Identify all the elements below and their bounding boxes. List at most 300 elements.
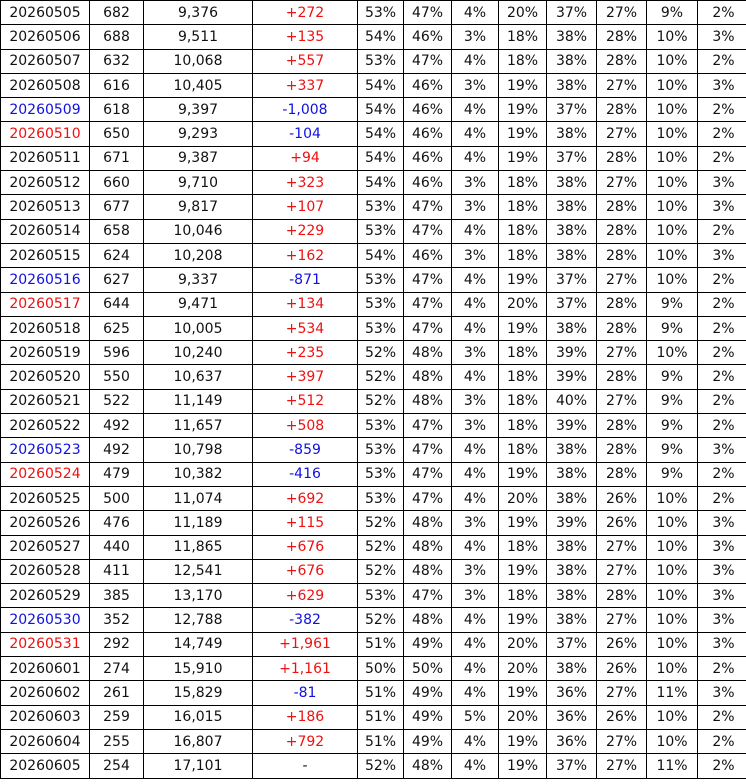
total-cell: 11,149	[144, 389, 253, 413]
pct-cell-3: 4%	[452, 462, 499, 486]
pct-cell-6: 27%	[597, 681, 647, 705]
pct-cell-8: 2%	[698, 316, 746, 340]
pct-cell-5: 38%	[547, 438, 597, 462]
pct-cell-2: 47%	[404, 292, 452, 316]
pct-cell-5: 38%	[547, 584, 597, 608]
pct-cell-4: 19%	[499, 122, 547, 146]
pct-cell-6: 27%	[597, 171, 647, 195]
pct-cell-1: 53%	[358, 486, 404, 510]
pct-cell-2: 47%	[404, 219, 452, 243]
total-cell: 11,074	[144, 486, 253, 510]
pct-cell-2: 47%	[404, 414, 452, 438]
date-cell: 20260511	[1, 146, 90, 170]
date-cell: 20260520	[1, 365, 90, 389]
total-cell: 15,829	[144, 681, 253, 705]
date-cell: 20260530	[1, 608, 90, 632]
pct-cell-6: 26%	[597, 705, 647, 729]
pct-cell-4: 18%	[499, 243, 547, 267]
pct-cell-4: 18%	[499, 171, 547, 195]
change-cell: +512	[253, 389, 358, 413]
table-row	[1, 1, 746, 25]
table-row	[1, 268, 746, 292]
count-cell: 476	[90, 511, 144, 535]
pct-cell-5: 39%	[547, 365, 597, 389]
pct-cell-3: 3%	[452, 25, 499, 49]
count-cell: 292	[90, 632, 144, 656]
pct-cell-3: 4%	[452, 219, 499, 243]
pct-cell-2: 48%	[404, 608, 452, 632]
total-cell: 10,637	[144, 365, 253, 389]
table-row	[1, 316, 746, 340]
pct-cell-3: 4%	[452, 438, 499, 462]
pct-cell-3: 4%	[452, 535, 499, 559]
count-cell: 259	[90, 705, 144, 729]
pct-cell-8: 3%	[698, 171, 746, 195]
count-cell: 671	[90, 146, 144, 170]
total-cell: 15,910	[144, 657, 253, 681]
pct-cell-8: 2%	[698, 268, 746, 292]
change-cell: +229	[253, 219, 358, 243]
pct-cell-5: 40%	[547, 389, 597, 413]
pct-cell-4: 18%	[499, 25, 547, 49]
pct-cell-1: 52%	[358, 341, 404, 365]
pct-cell-6: 28%	[597, 146, 647, 170]
pct-cell-8: 2%	[698, 729, 746, 753]
count-cell: 411	[90, 559, 144, 583]
pct-cell-6: 26%	[597, 657, 647, 681]
pct-cell-2: 46%	[404, 25, 452, 49]
pct-cell-4: 18%	[499, 584, 547, 608]
pct-cell-2: 50%	[404, 657, 452, 681]
pct-cell-4: 19%	[499, 268, 547, 292]
change-cell: +557	[253, 49, 358, 73]
date-cell: 20260510	[1, 122, 90, 146]
pct-cell-4: 18%	[499, 438, 547, 462]
pct-cell-5: 37%	[547, 98, 597, 122]
pct-cell-8: 2%	[698, 341, 746, 365]
date-cell: 20260512	[1, 171, 90, 195]
pct-cell-8: 2%	[698, 122, 746, 146]
date-cell: 20260517	[1, 292, 90, 316]
date-cell: 20260528	[1, 559, 90, 583]
pct-cell-1: 54%	[358, 98, 404, 122]
pct-cell-1: 53%	[358, 195, 404, 219]
pct-cell-1: 54%	[358, 243, 404, 267]
pct-cell-3: 3%	[452, 73, 499, 97]
pct-cell-1: 54%	[358, 73, 404, 97]
pct-cell-6: 28%	[597, 316, 647, 340]
pct-cell-8: 3%	[698, 511, 746, 535]
count-cell: 644	[90, 292, 144, 316]
pct-cell-3: 4%	[452, 657, 499, 681]
pct-cell-3: 3%	[452, 195, 499, 219]
pct-cell-6: 26%	[597, 511, 647, 535]
pct-cell-1: 53%	[358, 584, 404, 608]
pct-cell-4: 18%	[499, 365, 547, 389]
pct-cell-4: 19%	[499, 73, 547, 97]
count-cell: 385	[90, 584, 144, 608]
pct-cell-5: 38%	[547, 608, 597, 632]
pct-cell-3: 3%	[452, 243, 499, 267]
pct-cell-6: 27%	[597, 73, 647, 97]
pct-cell-1: 51%	[358, 632, 404, 656]
date-cell: 20260514	[1, 219, 90, 243]
pct-cell-4: 19%	[499, 146, 547, 170]
pct-cell-2: 48%	[404, 559, 452, 583]
count-cell: 596	[90, 341, 144, 365]
pct-cell-2: 49%	[404, 705, 452, 729]
change-cell: +134	[253, 292, 358, 316]
change-cell: -81	[253, 681, 358, 705]
pct-cell-1: 52%	[358, 365, 404, 389]
pct-cell-8: 3%	[698, 632, 746, 656]
total-cell: 10,382	[144, 462, 253, 486]
pct-cell-4: 18%	[499, 195, 547, 219]
date-cell: 20260508	[1, 73, 90, 97]
pct-cell-8: 2%	[698, 292, 746, 316]
change-cell: +107	[253, 195, 358, 219]
pct-cell-2: 47%	[404, 268, 452, 292]
pct-cell-1: 53%	[358, 316, 404, 340]
date-cell: 20260509	[1, 98, 90, 122]
pct-cell-3: 3%	[452, 389, 499, 413]
change-cell: -	[253, 754, 358, 778]
pct-cell-2: 48%	[404, 754, 452, 778]
date-cell: 20260516	[1, 268, 90, 292]
change-cell: +676	[253, 559, 358, 583]
table-row	[1, 195, 746, 219]
change-cell: +323	[253, 171, 358, 195]
table-row	[1, 389, 746, 413]
pct-cell-6: 27%	[597, 729, 647, 753]
pct-cell-3: 4%	[452, 146, 499, 170]
table-row	[1, 632, 746, 656]
table-row	[1, 25, 746, 49]
pct-cell-3: 4%	[452, 292, 499, 316]
pct-cell-3: 3%	[452, 511, 499, 535]
count-cell: 492	[90, 438, 144, 462]
pct-cell-5: 37%	[547, 1, 597, 25]
change-cell: +162	[253, 243, 358, 267]
count-cell: 688	[90, 25, 144, 49]
pct-cell-7: 11%	[647, 754, 698, 778]
pct-cell-7: 9%	[647, 414, 698, 438]
pct-cell-8: 2%	[698, 705, 746, 729]
pct-cell-8: 3%	[698, 535, 746, 559]
pct-cell-7: 10%	[647, 729, 698, 753]
pct-cell-4: 19%	[499, 462, 547, 486]
pct-cell-7: 10%	[647, 486, 698, 510]
pct-cell-5: 37%	[547, 632, 597, 656]
table-row	[1, 73, 746, 97]
total-cell: 16,807	[144, 729, 253, 753]
pct-cell-1: 53%	[358, 462, 404, 486]
pct-cell-1: 52%	[358, 535, 404, 559]
pct-cell-1: 51%	[358, 681, 404, 705]
pct-cell-8: 3%	[698, 559, 746, 583]
pct-cell-3: 4%	[452, 98, 499, 122]
total-cell: 9,387	[144, 146, 253, 170]
total-cell: 9,376	[144, 1, 253, 25]
pct-cell-3: 4%	[452, 608, 499, 632]
table-row	[1, 729, 746, 753]
pct-cell-2: 49%	[404, 632, 452, 656]
date-cell: 20260524	[1, 462, 90, 486]
total-cell: 17,101	[144, 754, 253, 778]
pct-cell-2: 48%	[404, 365, 452, 389]
pct-cell-1: 53%	[358, 414, 404, 438]
pct-cell-8: 2%	[698, 657, 746, 681]
pct-cell-3: 3%	[452, 341, 499, 365]
count-cell: 660	[90, 171, 144, 195]
total-cell: 10,405	[144, 73, 253, 97]
pct-cell-2: 47%	[404, 462, 452, 486]
pct-cell-7: 10%	[647, 219, 698, 243]
table-row	[1, 98, 746, 122]
pct-cell-8: 2%	[698, 414, 746, 438]
date-cell: 20260529	[1, 584, 90, 608]
table-row	[1, 219, 746, 243]
pct-cell-5: 38%	[547, 657, 597, 681]
count-cell: 627	[90, 268, 144, 292]
pct-cell-5: 38%	[547, 559, 597, 583]
total-cell: 11,189	[144, 511, 253, 535]
pct-cell-3: 3%	[452, 559, 499, 583]
total-cell: 10,208	[144, 243, 253, 267]
change-cell: +534	[253, 316, 358, 340]
pct-cell-6: 28%	[597, 584, 647, 608]
pct-cell-8: 2%	[698, 389, 746, 413]
pct-cell-1: 53%	[358, 438, 404, 462]
table-row	[1, 341, 746, 365]
count-cell: 650	[90, 122, 144, 146]
pct-cell-4: 19%	[499, 754, 547, 778]
pct-cell-1: 52%	[358, 754, 404, 778]
pct-cell-2: 47%	[404, 49, 452, 73]
pct-cell-6: 27%	[597, 1, 647, 25]
total-cell: 9,471	[144, 292, 253, 316]
change-cell: +676	[253, 535, 358, 559]
total-cell: 11,865	[144, 535, 253, 559]
pct-cell-4: 18%	[499, 535, 547, 559]
pct-cell-6: 28%	[597, 365, 647, 389]
pct-cell-7: 10%	[647, 657, 698, 681]
pct-cell-7: 10%	[647, 122, 698, 146]
pct-cell-7: 10%	[647, 243, 698, 267]
pct-cell-1: 53%	[358, 219, 404, 243]
count-cell: 352	[90, 608, 144, 632]
pct-cell-5: 38%	[547, 219, 597, 243]
total-cell: 10,068	[144, 49, 253, 73]
change-cell: -859	[253, 438, 358, 462]
pct-cell-1: 52%	[358, 511, 404, 535]
date-cell: 20260523	[1, 438, 90, 462]
pct-cell-4: 19%	[499, 559, 547, 583]
pct-cell-2: 48%	[404, 511, 452, 535]
pct-cell-2: 47%	[404, 486, 452, 510]
pct-cell-5: 37%	[547, 146, 597, 170]
total-cell: 11,657	[144, 414, 253, 438]
pct-cell-6: 27%	[597, 608, 647, 632]
pct-cell-3: 3%	[452, 171, 499, 195]
pct-cell-4: 19%	[499, 729, 547, 753]
count-cell: 616	[90, 73, 144, 97]
pct-cell-7: 9%	[647, 1, 698, 25]
pct-cell-1: 52%	[358, 608, 404, 632]
pct-cell-7: 10%	[647, 559, 698, 583]
pct-cell-8: 2%	[698, 365, 746, 389]
total-cell: 9,817	[144, 195, 253, 219]
total-cell: 9,511	[144, 25, 253, 49]
pct-cell-5: 38%	[547, 243, 597, 267]
total-cell: 14,749	[144, 632, 253, 656]
total-cell: 16,015	[144, 705, 253, 729]
count-cell: 522	[90, 389, 144, 413]
date-cell: 20260527	[1, 535, 90, 559]
pct-cell-4: 20%	[499, 705, 547, 729]
date-cell: 20260507	[1, 49, 90, 73]
date-cell: 20260603	[1, 705, 90, 729]
pct-cell-3: 4%	[452, 365, 499, 389]
table-row	[1, 243, 746, 267]
pct-cell-8: 2%	[698, 219, 746, 243]
table-row	[1, 49, 746, 73]
pct-cell-6: 27%	[597, 268, 647, 292]
count-cell: 492	[90, 414, 144, 438]
pct-cell-4: 20%	[499, 632, 547, 656]
pct-cell-7: 9%	[647, 365, 698, 389]
count-cell: 274	[90, 657, 144, 681]
date-cell: 20260515	[1, 243, 90, 267]
pct-cell-1: 54%	[358, 146, 404, 170]
total-cell: 10,005	[144, 316, 253, 340]
pct-cell-1: 53%	[358, 268, 404, 292]
total-cell: 10,798	[144, 438, 253, 462]
pct-cell-7: 10%	[647, 341, 698, 365]
table-row	[1, 608, 746, 632]
date-cell: 20260513	[1, 195, 90, 219]
count-cell: 261	[90, 681, 144, 705]
pct-cell-4: 18%	[499, 49, 547, 73]
pct-cell-2: 47%	[404, 584, 452, 608]
change-cell: +397	[253, 365, 358, 389]
pct-cell-2: 46%	[404, 73, 452, 97]
pct-cell-2: 46%	[404, 146, 452, 170]
pct-cell-5: 38%	[547, 316, 597, 340]
change-cell: +1,961	[253, 632, 358, 656]
pct-cell-6: 27%	[597, 389, 647, 413]
pct-cell-8: 2%	[698, 486, 746, 510]
pct-cell-8: 2%	[698, 1, 746, 25]
date-cell: 20260521	[1, 389, 90, 413]
pct-cell-3: 4%	[452, 49, 499, 73]
pct-cell-8: 2%	[698, 462, 746, 486]
total-cell: 10,240	[144, 341, 253, 365]
table-row	[1, 292, 746, 316]
pct-cell-1: 50%	[358, 657, 404, 681]
total-cell: 9,293	[144, 122, 253, 146]
pct-cell-6: 28%	[597, 25, 647, 49]
pct-cell-1: 52%	[358, 559, 404, 583]
pct-cell-5: 39%	[547, 341, 597, 365]
pct-cell-6: 28%	[597, 414, 647, 438]
pct-cell-6: 28%	[597, 195, 647, 219]
pct-cell-8: 3%	[698, 681, 746, 705]
pct-cell-4: 19%	[499, 608, 547, 632]
change-cell: +337	[253, 73, 358, 97]
pct-cell-7: 10%	[647, 584, 698, 608]
table-row	[1, 146, 746, 170]
pct-cell-7: 9%	[647, 389, 698, 413]
change-cell: -416	[253, 462, 358, 486]
pct-cell-6: 27%	[597, 122, 647, 146]
pct-cell-6: 27%	[597, 559, 647, 583]
total-cell: 9,337	[144, 268, 253, 292]
pct-cell-7: 10%	[647, 73, 698, 97]
pct-cell-7: 10%	[647, 511, 698, 535]
pct-cell-7: 9%	[647, 462, 698, 486]
pct-cell-8: 3%	[698, 608, 746, 632]
pct-cell-4: 20%	[499, 486, 547, 510]
table-row	[1, 414, 746, 438]
count-cell: 658	[90, 219, 144, 243]
pct-cell-7: 9%	[647, 438, 698, 462]
pct-cell-1: 52%	[358, 389, 404, 413]
count-cell: 618	[90, 98, 144, 122]
change-cell: -1,008	[253, 98, 358, 122]
pct-cell-7: 10%	[647, 195, 698, 219]
pct-cell-3: 4%	[452, 681, 499, 705]
pct-cell-2: 47%	[404, 1, 452, 25]
pct-cell-7: 10%	[647, 171, 698, 195]
change-cell: -382	[253, 608, 358, 632]
pct-cell-5: 36%	[547, 705, 597, 729]
date-cell: 20260601	[1, 657, 90, 681]
pct-cell-3: 5%	[452, 705, 499, 729]
pct-cell-2: 48%	[404, 535, 452, 559]
pct-cell-5: 38%	[547, 195, 597, 219]
pct-cell-6: 28%	[597, 292, 647, 316]
pct-cell-3: 4%	[452, 754, 499, 778]
count-cell: 255	[90, 729, 144, 753]
table-row	[1, 584, 746, 608]
pct-cell-4: 19%	[499, 98, 547, 122]
table-row	[1, 462, 746, 486]
pct-cell-5: 38%	[547, 171, 597, 195]
pct-cell-5: 38%	[547, 73, 597, 97]
pct-cell-4: 20%	[499, 292, 547, 316]
table-row	[1, 657, 746, 681]
pct-cell-6: 27%	[597, 341, 647, 365]
pct-cell-7: 10%	[647, 632, 698, 656]
table-row	[1, 365, 746, 389]
pct-cell-2: 46%	[404, 243, 452, 267]
table-row	[1, 171, 746, 195]
pct-cell-2: 48%	[404, 389, 452, 413]
pct-cell-5: 37%	[547, 268, 597, 292]
change-cell: +692	[253, 486, 358, 510]
change-cell: +272	[253, 1, 358, 25]
pct-cell-7: 10%	[647, 49, 698, 73]
pct-cell-1: 53%	[358, 292, 404, 316]
pct-cell-3: 3%	[452, 414, 499, 438]
pct-cell-4: 19%	[499, 316, 547, 340]
pct-cell-5: 38%	[547, 25, 597, 49]
table-row	[1, 486, 746, 510]
pct-cell-6: 26%	[597, 486, 647, 510]
total-cell: 13,170	[144, 584, 253, 608]
pct-cell-4: 19%	[499, 511, 547, 535]
